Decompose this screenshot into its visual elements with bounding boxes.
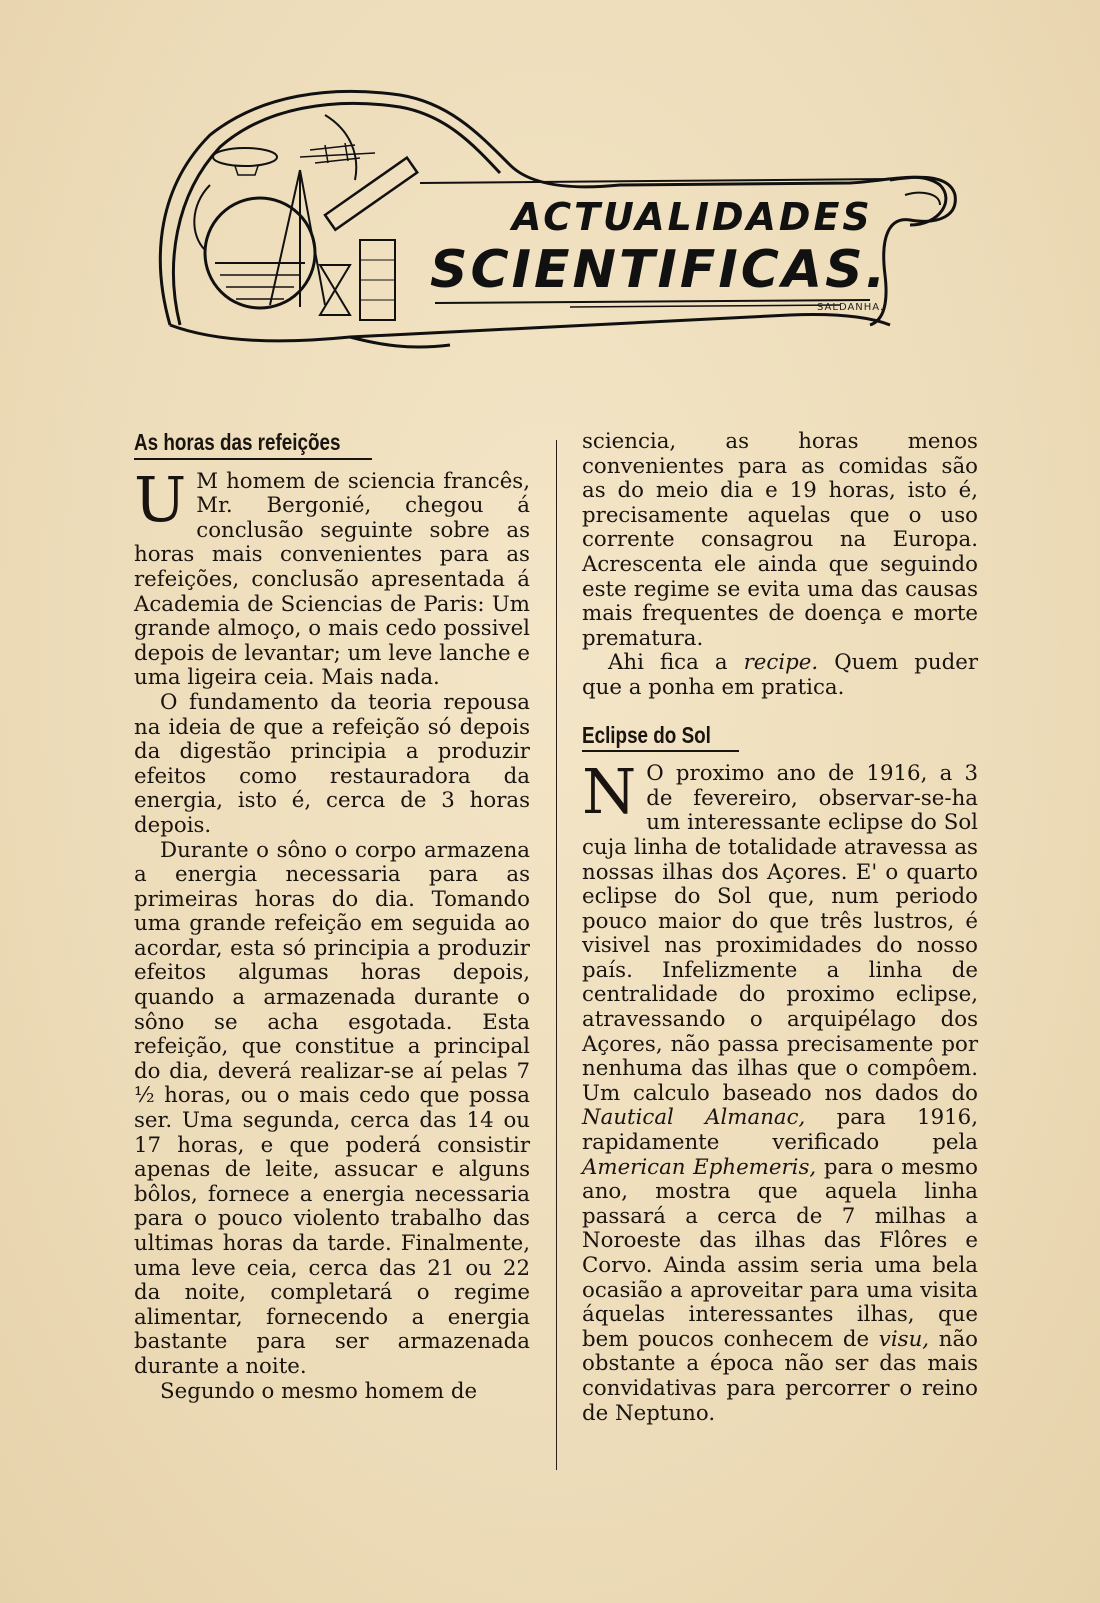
article-paragraph: Ahi fica a recipe. Quem puder que a ponha em pratica. <box>582 650 978 700</box>
header-title-line1: ACTUALIDADES <box>512 195 873 239</box>
article-paragraph: O fundamento da teoria repousa na ideia de que a refeição só depois da digestão principia a produzir efeitos como restauradora da energia, isto é, cerca de 3 horas depois. <box>134 689 530 838</box>
title-underline <box>582 750 739 752</box>
article-paragraph: Segundo o mesmo homem de <box>160 1378 478 1404</box>
title-underline <box>134 458 372 460</box>
article-title-meals: As horas das refeições <box>134 429 341 455</box>
header-title-line2: SCIENTIFICAS. <box>430 240 889 300</box>
artist-signature: SALDANHA. <box>817 302 885 313</box>
article-paragraph-continued: sciencia, as horas menos convenientes para as comidas são as do meio dia e 19 horas, isto é, precisamente aquelas que o uso corrente consagrou na Europa. Acrescenta ele ainda que seguindo este regime se evita uma das causas mais frequentes de doença e morte prematura. <box>582 429 978 651</box>
column-divider <box>556 440 557 1470</box>
article-paragraph: U M homem de sciencia francês, Mr. Bergonié, chegou á conclusão seguinte sobre as horas mais convenientes para as refeições, conclusão apresentada á Academia de Sciencias de Paris: Um grande almoço, o mais cedo possivel depois de levantar; um leve lanche e uma ligeira ceia. Mais nada. <box>134 462 530 691</box>
article-title-eclipse: Eclipse do Sol <box>582 721 711 748</box>
right-column <box>582 430 978 1426</box>
left-column <box>134 430 530 1404</box>
drop-cap: U <box>134 462 187 536</box>
article-paragraph: Durante o sôno o corpo armazena a energia necessaria para as primeiras horas do dia. Tomando uma grande refeição em seguida ao acordar, esta só principia a produzir efeitos algumas horas depois, quando a armazenada durante o sôno se acha esgotada. Esta refeição, que constitue a principal do dia, deverá realizar-se aí pelas 7 ½ horas, ou o mais cedo que possa ser. Uma segunda, cerca das 14 ou 17 horas, e que poderá consistir apenas de leite, assucar e alguns bôlos, fornece a energia necessaria para o pouco violento trabalho das ultimas horas da tarde. Finalmente, uma leve ceia, cerca das 21 ou 22 da noite, completará o regime alimentar, fornecendo a energia bastante para ser armazenada durante a noite. <box>134 837 530 1379</box>
drop-cap: N <box>582 755 637 829</box>
article-paragraph: N O proximo ano de 1916, a 3 de fevereiro, observar-se-ha um interessante eclipse do Sol cuja linha de totalidade atravessa as nossas ilhas dos Açores. E' o quarto eclipse do Sol que, num periodo pouco maior do que três lustros, é visivel nas proximidades do nosso país. Infelizmente a linha de centralidade do proximo eclipse, atravessando o arquipélago dos Açores, não passa precisamente por nenhuma das ilhas que o compôem. Um calculo baseado nos dados do Nautical Almanac, para 1916, rapidamente verificado pela American Ephemeris, para o mesmo ano, mostra que aquela linha passará a cerca de 7 milhas a Noroeste das ilhas das Flôres e Corvo. Ainda assim seria uma bela ocasião a aproveitar para uma visita áquelas interessantes ilhas, que bem poucos conhecem de visu, não obstante a época não ser das mais convidativas para percorrer o reino de Neptuno. <box>582 755 978 1426</box>
